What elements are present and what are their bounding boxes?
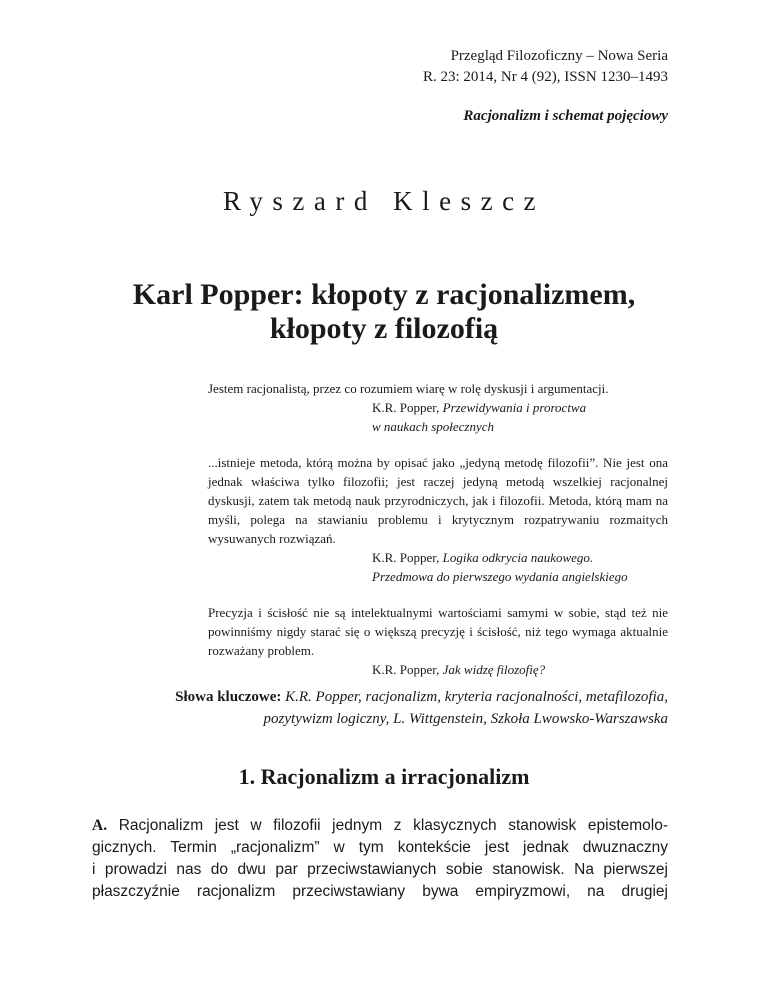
- body-line-text: Racjonalizm jest w filozofii jednym z klasycznych stanowisk epistemolo-: [118, 817, 668, 834]
- journal-issue: R. 23: 2014, Nr 4 (92), ISSN 1230–1493: [422, 69, 668, 85]
- epigraph-author: K.R. Popper,: [372, 400, 440, 415]
- author-name: Ryszard Kleszcz: [222, 186, 546, 216]
- epigraphs: [208, 379, 668, 696]
- body-line: i prowadzi nas do dwu par przeciwstawianych sobie stanowisk. Na pierwszej: [92, 861, 668, 878]
- body-line: gicznych. Termin „racjonalizm” w tym kontekście jest jednak dwuznaczny: [92, 839, 668, 856]
- body-line: [92, 815, 668, 837]
- epigraph-text: Precyzja i ścisłość nie są intelektualnymi wartościami samymi w sobie, stąd też nie powinniśmy nigdy starać się o większą precyzję i ścisłość, niż tego wymaga aktualnie rozważany problem.: [208, 605, 668, 658]
- epigraph-3: [208, 603, 668, 679]
- keywords-list: K.R. Popper, racjonalizm, kryteria racjonalności, metafilozofia,: [285, 689, 668, 705]
- article-title: [0, 278, 768, 346]
- epigraph-source: Logika odkrycia naukowego.: [442, 550, 594, 565]
- keywords-label: Słowa kluczowe:: [175, 689, 282, 705]
- article-title-line2: kłopoty z filozofią: [269, 312, 499, 345]
- article-title-line1: Karl Popper: kłopoty z racjonalizmem,: [132, 278, 636, 311]
- keywords-line2: pozytywizm logiczny, L. Wittgenstein, Szkoła Lwowsko-Warszawska: [263, 711, 668, 727]
- epigraph-attribution: [208, 548, 668, 586]
- keywords: [92, 686, 668, 730]
- section-heading: 1. Racjonalizm a irracjonalizm: [238, 764, 530, 789]
- journal-header: [423, 46, 668, 88]
- epigraph-text: Jestem racjonalistą, przez co rozumiem wiarę w rolę dyskusji i argumentacji.: [208, 381, 609, 396]
- keywords-line1: [92, 686, 668, 708]
- epigraph-source: Przewidywania i proroctwa: [442, 400, 587, 415]
- epigraph-source-cont: w naukach społecznych: [372, 419, 495, 434]
- epigraph-source: Jak widzę filozofię?: [442, 662, 546, 677]
- body-line: płaszczyźnie racjonalizm przeciwstawiany bywa empiryzmowi, na drugiej: [92, 883, 668, 900]
- body-paragraph: [92, 815, 668, 903]
- epigraph-author: K.R. Popper,: [372, 550, 440, 565]
- epigraph-text: ...istnieje metoda, którą można by opisać jako „jedyną metodę filozofii”. Nie jest ona jednak właściwa tylko filozofii; jest raczej jedyną metodą wszelkiej racjonalnej dyskusji, zatem tak metodą nauk przyrodniczych, jak i filozofii. Metoda, którą mam na myśli, polega na stawianiu problemu i krytycznym rozpatrywaniu rozmaitych wysuwanych rozwiązań.: [208, 455, 668, 546]
- epigraph-1: [208, 379, 668, 436]
- epigraph-2: [208, 453, 668, 586]
- epigraph-attribution: [208, 398, 668, 436]
- journal-name: Przegląd Filozoficzny – Nowa Seria: [450, 48, 668, 64]
- paragraph-marker: A.: [92, 817, 108, 834]
- epigraph-author: K.R. Popper,: [372, 662, 440, 677]
- epigraph-source-cont: Przedmowa do pierwszego wydania angielskiego: [372, 569, 628, 584]
- section-title: Racjonalizm i schemat pojęciowy: [463, 108, 668, 124]
- epigraph-attribution: [208, 660, 668, 679]
